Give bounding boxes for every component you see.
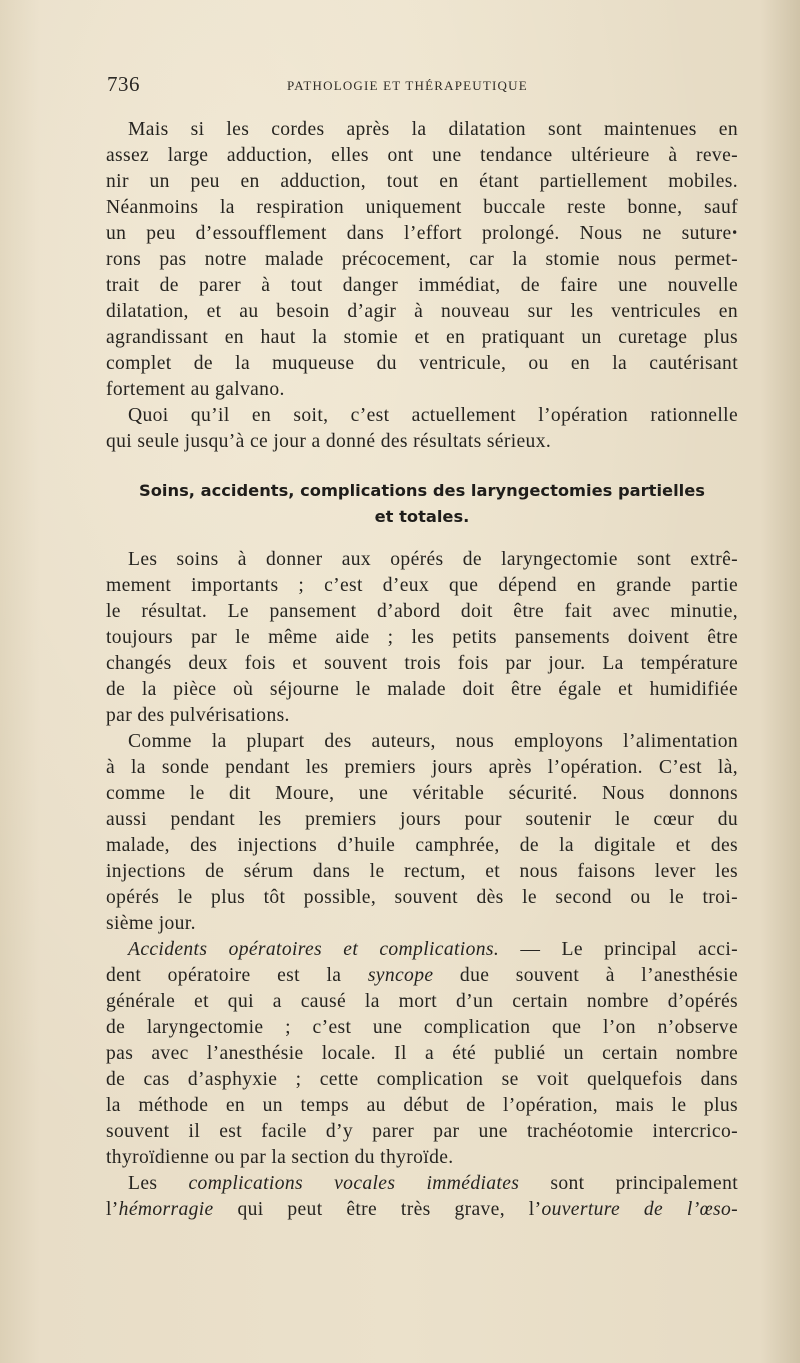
italic-term: hémorragie: [118, 1199, 214, 1220]
running-title: PATHOLOGIE ET THÉRAPEUTIQUE: [287, 78, 528, 93]
text-line: le résultat. Le pansement d’abord doit être fait avec minutie,: [106, 601, 738, 622]
text-line: injections de sérum dans le rectum, et nous faisons lever les: [106, 861, 738, 882]
paragraph: [106, 937, 738, 1171]
text-line: de la pièce où séjourne le malade doit être égale et humidifiée: [106, 679, 738, 700]
text-line: Comme la plupart des auteurs, nous employons l’alimentation: [128, 731, 738, 752]
text-span: sont principalement: [519, 1173, 739, 1194]
text-line: rons pas notre malade précocement, car la stomie nous permet-: [106, 249, 738, 270]
paragraph: [106, 403, 738, 455]
text-line: [106, 1171, 738, 1197]
paragraph: [106, 547, 738, 729]
text-line: de cas d’asphyxie ; cette complication se voit quelquefois dans: [106, 1069, 738, 1090]
text-line: complet de la muqueuse du ventricule, ou en la cautérisant: [106, 353, 738, 374]
paragraph: [106, 1171, 738, 1223]
text-line: à la sonde pendant les premiers jours après l’opération. C’est là,: [106, 757, 738, 778]
text-line: assez large adduction, elles ont une tendance ultérieure à reve-: [106, 145, 738, 166]
text-line: thyroïdienne ou par la section du thyroïde.: [106, 1147, 454, 1168]
italic-term: syncope: [367, 965, 434, 986]
text-line: opérés le plus tôt possible, souvent dès le second ou le troi-: [106, 887, 738, 908]
text-line: un peu d’essoufflement dans l’effort prolongé. Nous ne sutureꞏ: [106, 223, 738, 244]
section-heading-line: et totales.: [374, 507, 470, 526]
body-text-lower: [106, 547, 738, 1223]
text-line: agrandissant en haut la stomie et en pratiquant un curetage plus: [106, 327, 738, 348]
section-heading: [106, 478, 738, 530]
body-text-upper: [106, 117, 738, 455]
text-line: dilatation, et au besoin d’agir à nouveau sur les ventricules en: [106, 301, 738, 322]
text-line: malade, des injections d’huile camphrée, de la digitale et des: [106, 835, 738, 856]
section-heading-line: Soins, accidents, complications des laryngectomies partielles: [139, 481, 705, 500]
text-line: [106, 1197, 738, 1223]
text-line: Les soins à donner aux opérés de laryngectomie sont extrê-: [128, 549, 738, 570]
text-line: sième jour.: [106, 913, 196, 934]
text-line: Néanmoins la respiration uniquement buccale reste bonne, sauf: [106, 197, 738, 218]
text-line: trait de parer à tout danger immédiat, de faire une nouvelle: [106, 275, 738, 296]
text-span: dent opératoire est la: [106, 965, 368, 986]
text-line: changés deux fois et souvent trois fois par jour. La température: [106, 653, 738, 674]
text-line: qui seule jusqu’à ce jour a donné des résultats sérieux.: [106, 431, 552, 452]
text-span: — Le principal acci-: [499, 939, 738, 960]
text-line: la méthode en un temps au début de l’opération, mais le plus: [106, 1095, 738, 1116]
page-number: 736: [107, 72, 140, 96]
paragraph: [106, 729, 738, 937]
text-line: par des pulvérisations.: [106, 705, 290, 726]
text-line: Quoi qu’il en soit, c’est actuellement l’opération rationnelle: [128, 405, 738, 426]
paragraph: [106, 117, 738, 403]
italic-term: ouverture de l’œso-: [541, 1199, 739, 1220]
text-span: l’: [106, 1199, 119, 1220]
italic-heading: Accidents opératoires et complications.: [128, 939, 500, 960]
text-span: due souvent à l’anesthésie: [433, 965, 738, 986]
text-line: fortement au galvano.: [106, 379, 285, 400]
text-line: de laryngectomie ; c’est une complication que l’on n’observe: [106, 1017, 738, 1038]
text-span: qui peut être très grave, l’: [213, 1199, 542, 1220]
text-line: pas avec l’anesthésie locale. Il a été publié un certain nombre: [106, 1043, 738, 1064]
text-line: [106, 963, 738, 989]
text-line: mement importants ; c’est d’eux que dépend en grande partie: [106, 575, 738, 596]
text-line: comme le dit Moure, une véritable sécurité. Nous donnons: [106, 783, 738, 804]
text-line: aussi pendant les premiers jours pour soutenir le cœur du: [106, 809, 738, 830]
text-line: souvent il est facile d’y parer par une trachéotomie intercrico-: [106, 1121, 738, 1142]
text-span: Les: [128, 1173, 189, 1194]
text-line: générale et qui a causé la mort d’un certain nombre d’opérés: [106, 991, 738, 1012]
text-line: toujours par le même aide ; les petits pansements doivent être: [106, 627, 738, 648]
text-line: [106, 937, 738, 963]
text-line: Mais si les cordes après la dilatation sont maintenues en: [128, 119, 738, 140]
italic-term: complications vocales immédiates: [188, 1173, 520, 1194]
running-head: [107, 72, 739, 98]
text-line: nir un peu en adduction, tout en étant partiellement mobiles.: [106, 171, 738, 192]
